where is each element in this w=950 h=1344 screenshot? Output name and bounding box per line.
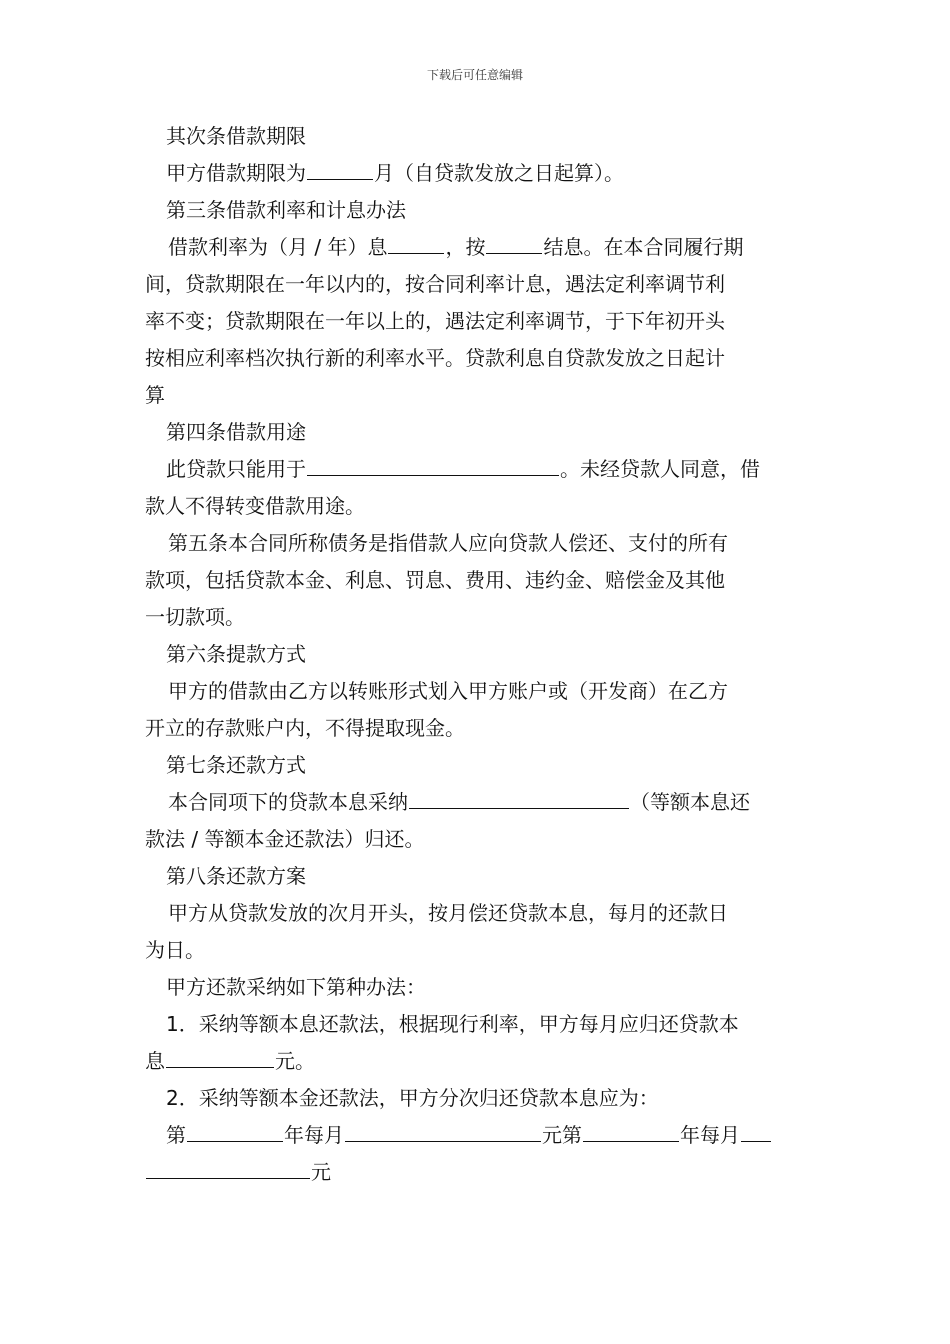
clause-6-text-2: 开立的存款账户内，不得提取现金。 bbox=[145, 716, 465, 740]
clause-4-text-1: 此贷款只能用于 。未经贷款人同意，借 bbox=[145, 451, 807, 488]
clause-7-text-1: 本合同项下的贷款本息采纳 （等额本息还 bbox=[145, 784, 807, 821]
clause-2-heading: 其次条借款期限 bbox=[166, 124, 306, 148]
blank-monthly-amount bbox=[166, 1045, 274, 1068]
blank-year-2 bbox=[583, 1119, 679, 1142]
clause-5-text-1: 第五条本合同所称债务是指借款人应向贷款人偿还、支付的所有 bbox=[168, 531, 728, 555]
blank-amount-2-start bbox=[741, 1119, 771, 1142]
clause-3-text-3: 率不变；贷款期限在一年以上的，遇法定利率调节，于下年初开头 bbox=[145, 309, 725, 333]
clause-7-text-2: 款法 / 等额本金还款法）归还。 bbox=[145, 827, 425, 851]
option-1-text-2: 息 元。 bbox=[145, 1043, 807, 1080]
clause-3-text-2: 间，贷款期限在一年以内的，按合同利率计息，遇法定利率调节利 bbox=[145, 272, 725, 296]
blank-interest-rate bbox=[388, 231, 444, 254]
clause-5-text-3: 一切款项。 bbox=[145, 605, 245, 629]
clause-6-heading: 第六条提款方式 bbox=[166, 642, 306, 666]
clause-8-text-2: 为日。 bbox=[145, 938, 205, 962]
clause-3-text-1: 借款利率为（月 / 年）息 ，按 结息。在本合同履行期 bbox=[145, 229, 807, 266]
blank-settlement bbox=[486, 231, 542, 254]
clause-8-text-1: 甲方从贷款发放的次月开头，按月偿还贷款本息，每月的还款日 bbox=[168, 901, 728, 925]
option-1-text-1: 1．采纳等额本息还款法，根据现行利率，甲方每月应归还贷款本 bbox=[166, 1012, 739, 1036]
page-header: 下载后可任意编辑 bbox=[426, 68, 523, 82]
clause-8-heading: 第八条还款方案 bbox=[166, 864, 306, 888]
option-2-text-1: 2．采纳等额本金还款法，甲方分次归还贷款本息应为： bbox=[166, 1086, 659, 1110]
blank-repayment-method bbox=[409, 786, 629, 809]
clause-6-text-1: 甲方的借款由乙方以转账形式划入甲方账户或（开发商）在乙方 bbox=[168, 679, 728, 703]
clause-3-text-4: 按相应利率档次执行新的利率水平。贷款利息自贷款发放之日起计 bbox=[145, 346, 725, 370]
clause-7-heading: 第七条还款方式 bbox=[166, 753, 306, 777]
clause-4-heading: 第四条借款用途 bbox=[166, 420, 306, 444]
clause-8-text-3: 甲方还款采纳如下第种办法： bbox=[166, 975, 426, 999]
contract-body bbox=[145, 118, 807, 1191]
option-2-text-2: 第 年每月 元第 年每月 bbox=[145, 1117, 807, 1154]
clause-5-text-2: 款项，包括贷款本金、利息、罚息、费用、违约金、赔偿金及其他 bbox=[145, 568, 725, 592]
blank-year-1 bbox=[187, 1119, 283, 1142]
clause-3-heading: 第三条借款利率和计息办法 bbox=[166, 198, 406, 222]
blank-amount-1 bbox=[345, 1119, 541, 1142]
blank-loan-term bbox=[307, 157, 373, 180]
option-2-text-3: 元 bbox=[145, 1154, 807, 1191]
blank-loan-purpose bbox=[307, 453, 559, 476]
clause-3-text-5: 算 bbox=[145, 383, 165, 407]
clause-2-text: 甲方借款期限为 月（自贷款发放之日起算）。 bbox=[145, 155, 807, 192]
blank-amount-2-end bbox=[146, 1156, 310, 1179]
clause-4-text-2: 款人不得转变借款用途。 bbox=[145, 494, 365, 518]
